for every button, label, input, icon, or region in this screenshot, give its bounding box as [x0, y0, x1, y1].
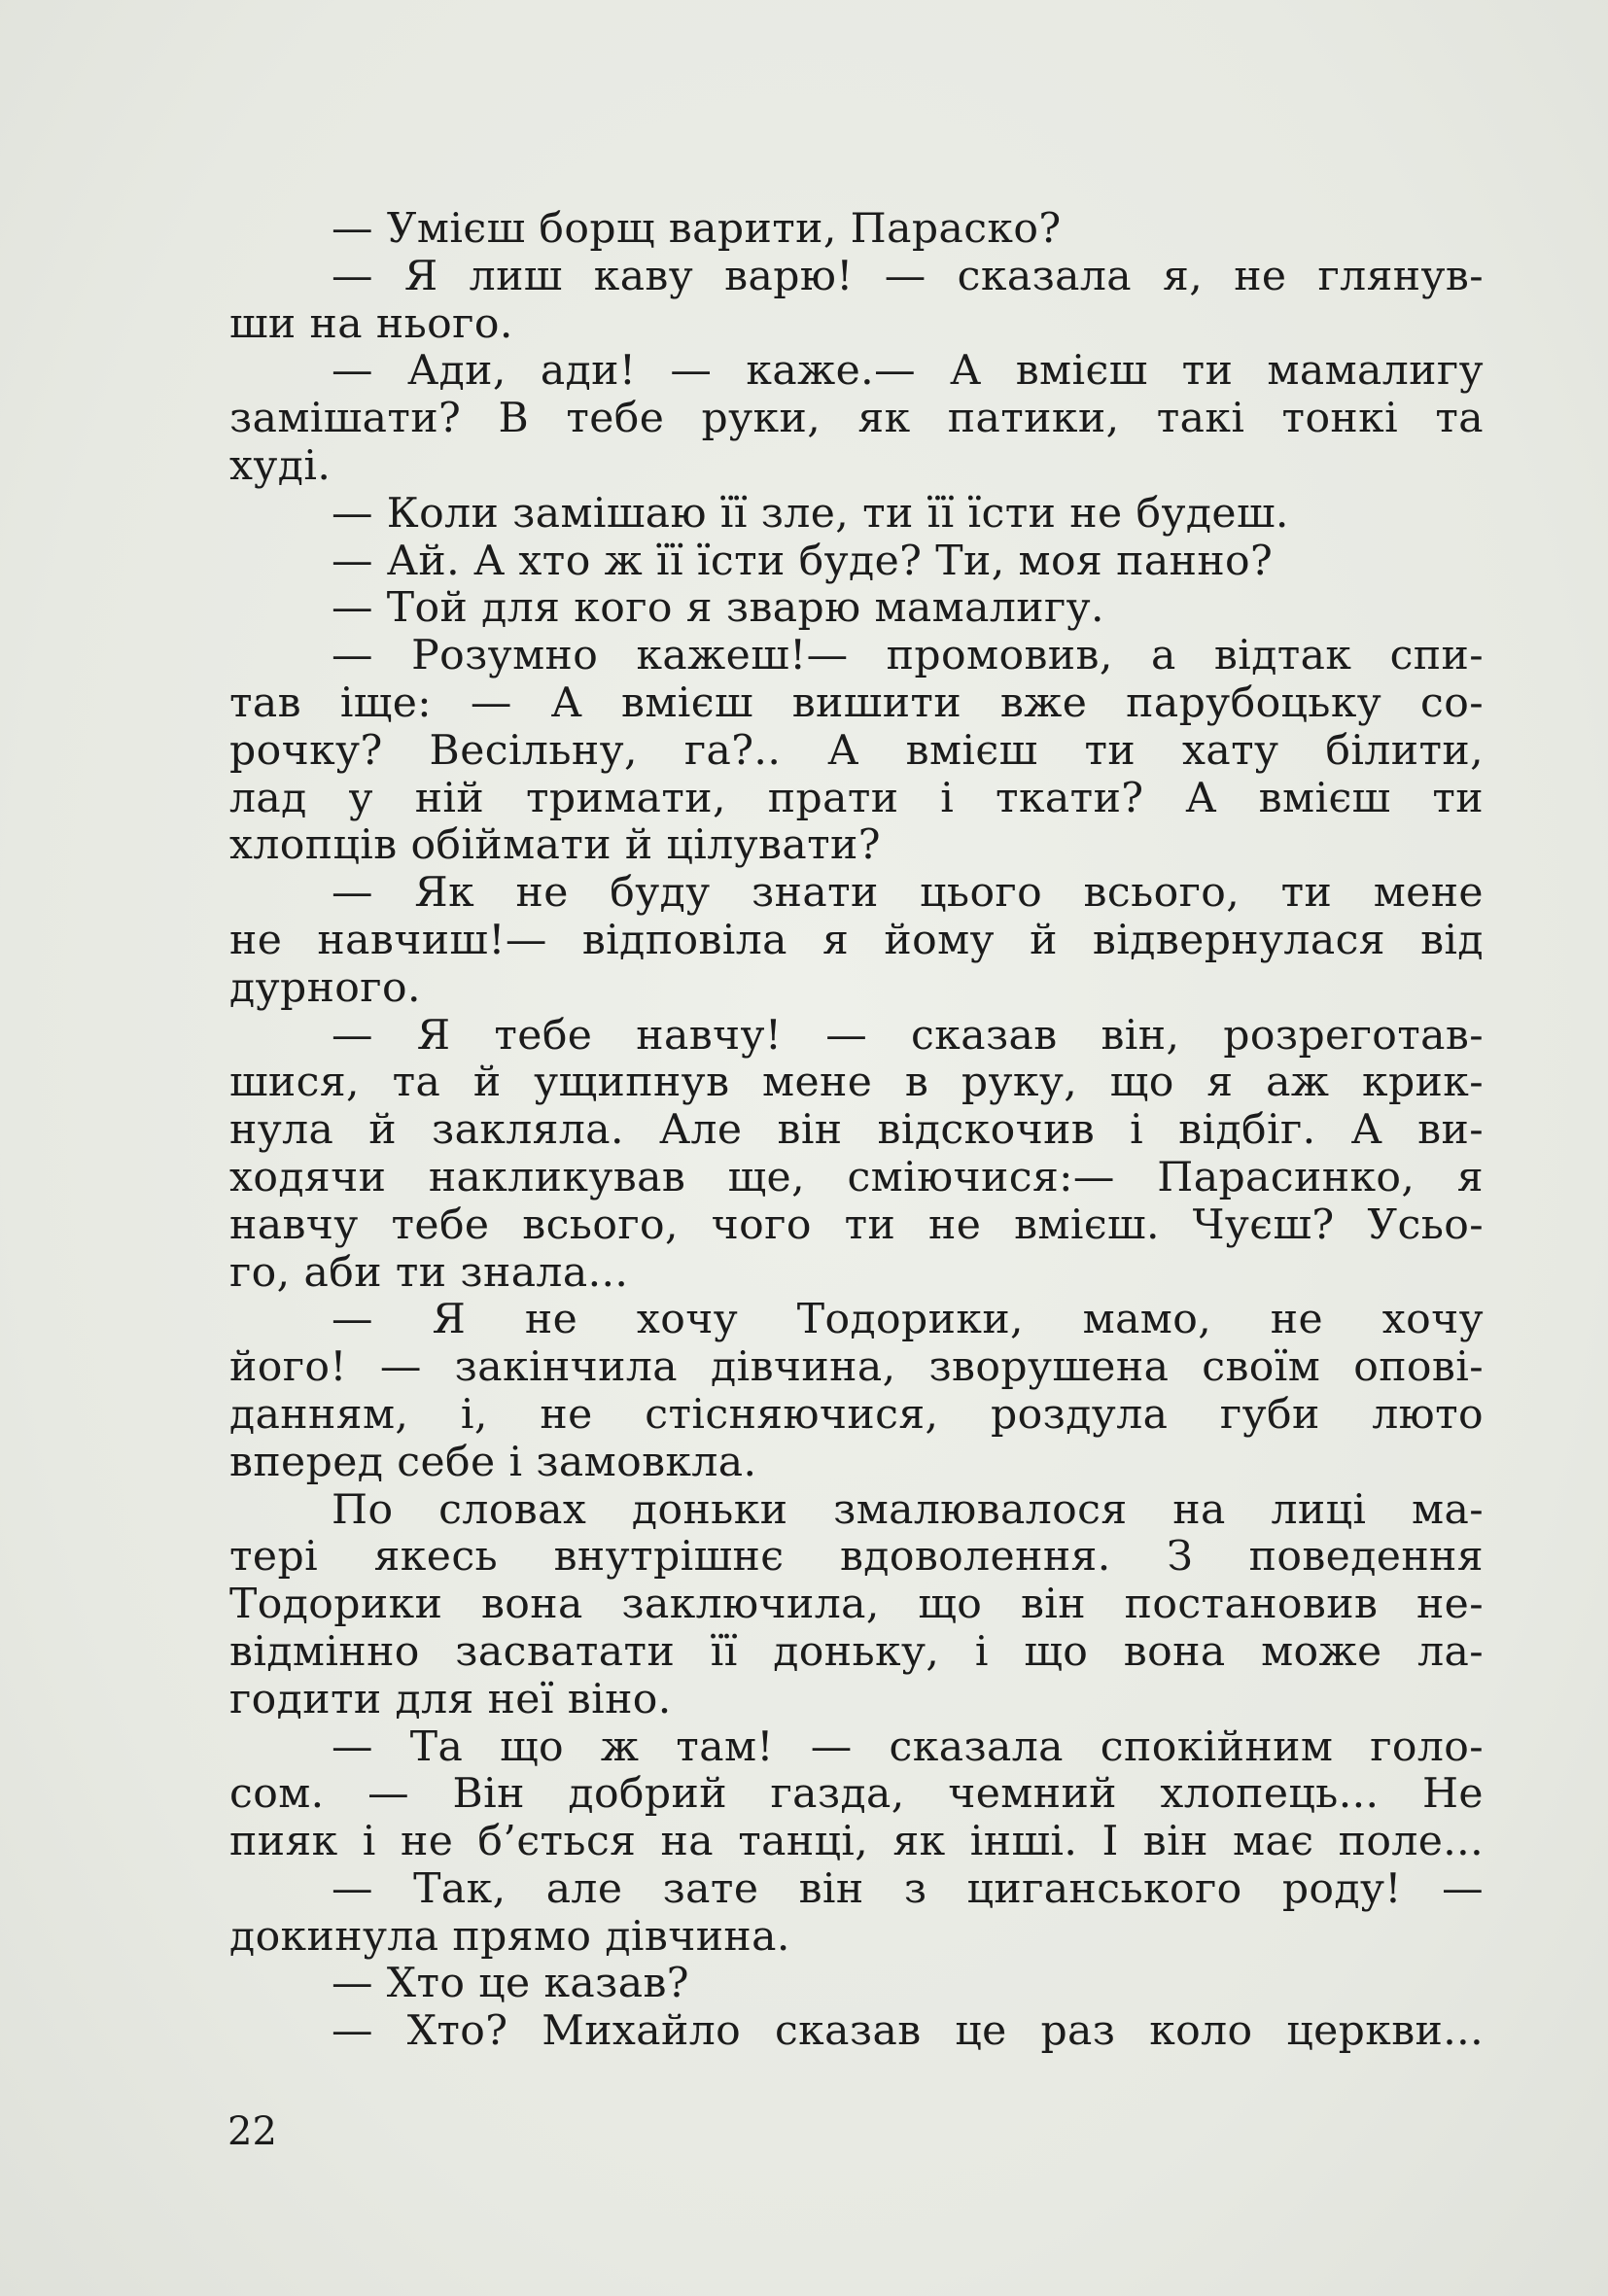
text-line: — Ади, ади! — каже.— А вмієш ти мамалигу: [332, 347, 1484, 396]
text-line: — Я тебе навчу! — сказав він, розреготав-: [332, 1011, 1484, 1060]
text-line: не навчиш!— відповіла я йому й відвернулася від: [229, 916, 1484, 964]
text-line: ши на нього.: [229, 299, 513, 348]
page-number: 22: [227, 2109, 277, 2154]
text-line: — Хто це казав?: [332, 1960, 689, 2008]
text-line: лад у ній тримати, прати і ткати? А вмієш ти: [229, 774, 1484, 822]
text-line: шися, та й ущипнув мене в руку, що я аж крик-: [229, 1059, 1484, 1107]
text-line: тав іще: — А вмієш вишити вже парубоцьку со-: [229, 678, 1484, 727]
text-line: хлопців обіймати й цілувати?: [229, 821, 881, 870]
body-text: [229, 206, 1484, 2056]
text-line: — Коли замішаю її зле, ти її їсти не будеш.: [332, 489, 1289, 538]
text-line: докинула прямо дівчина.: [229, 1912, 790, 1961]
text-line: — Я лиш каву варю! — сказала я, не глянув-: [332, 252, 1484, 300]
text-line: рочку? Весільну, га?.. А вмієш ти хату білити,: [229, 726, 1484, 775]
text-line: замішати? В тебе руки, як патики, такі тонкі та: [229, 395, 1484, 443]
text-line: — Той для кого я зварю мамалигу.: [332, 584, 1104, 633]
text-line: — Розумно кажеш!— промовив, а відтак спи-: [332, 632, 1484, 680]
text-line: — Як не буду знати цього всього, ти мене: [332, 869, 1484, 918]
text-line: По словах доньки змалювалося на лиці ма-: [332, 1485, 1484, 1534]
text-line: данням, і, не стісняючися, роздула губи люто: [229, 1390, 1484, 1439]
text-line: годити для неї віно.: [229, 1675, 672, 1723]
text-line: го, аби ти знала...: [229, 1248, 629, 1297]
text-line: ходячи накликував ще, сміючися:— Парасинко, я: [229, 1153, 1484, 1201]
text-line: пияк і не б’ється на танці, як інші. І він має поле...: [229, 1818, 1484, 1866]
text-line: нула й закляла. Але він відскочив і відбіг. А ви-: [229, 1106, 1484, 1155]
text-line: — Хто? Михайло сказав це раз коло церкви...: [332, 2007, 1484, 2056]
text-line: — Я не хочу Тодорики, мамо, не хочу: [332, 1296, 1484, 1344]
text-line: худі.: [229, 441, 332, 490]
text-line: дурного.: [229, 963, 421, 1012]
text-line: навчу тебе всього, чого ти не вмієш. Чуєш? Усьо-: [229, 1200, 1484, 1249]
text-line: сом. — Він добрий газда, чемний хлопець... Не: [229, 1770, 1484, 1819]
text-line: — Та що ж там! — сказала спокійним голо-: [332, 1722, 1484, 1771]
text-line: відмінно засватати її доньку, і що вона може ла-: [229, 1627, 1484, 1676]
text-line: тері якесь внутрішнє вдоволення. З поведення: [229, 1533, 1484, 1582]
text-line: — Ай. А хто ж її їсти буде? Ти, моя панно?: [332, 537, 1274, 585]
text-line: — Так, але зате він з циганського роду! —: [332, 1864, 1484, 1913]
text-line: — Умієш борщ варити, Параско?: [332, 205, 1062, 253]
text-line: його! — закінчила дівчина, зворушена своїм опові-: [229, 1343, 1484, 1392]
text-line: вперед себе і замовкла.: [229, 1438, 757, 1486]
text-line: Тодорики вона заключила, що він постановив не-: [229, 1581, 1484, 1629]
